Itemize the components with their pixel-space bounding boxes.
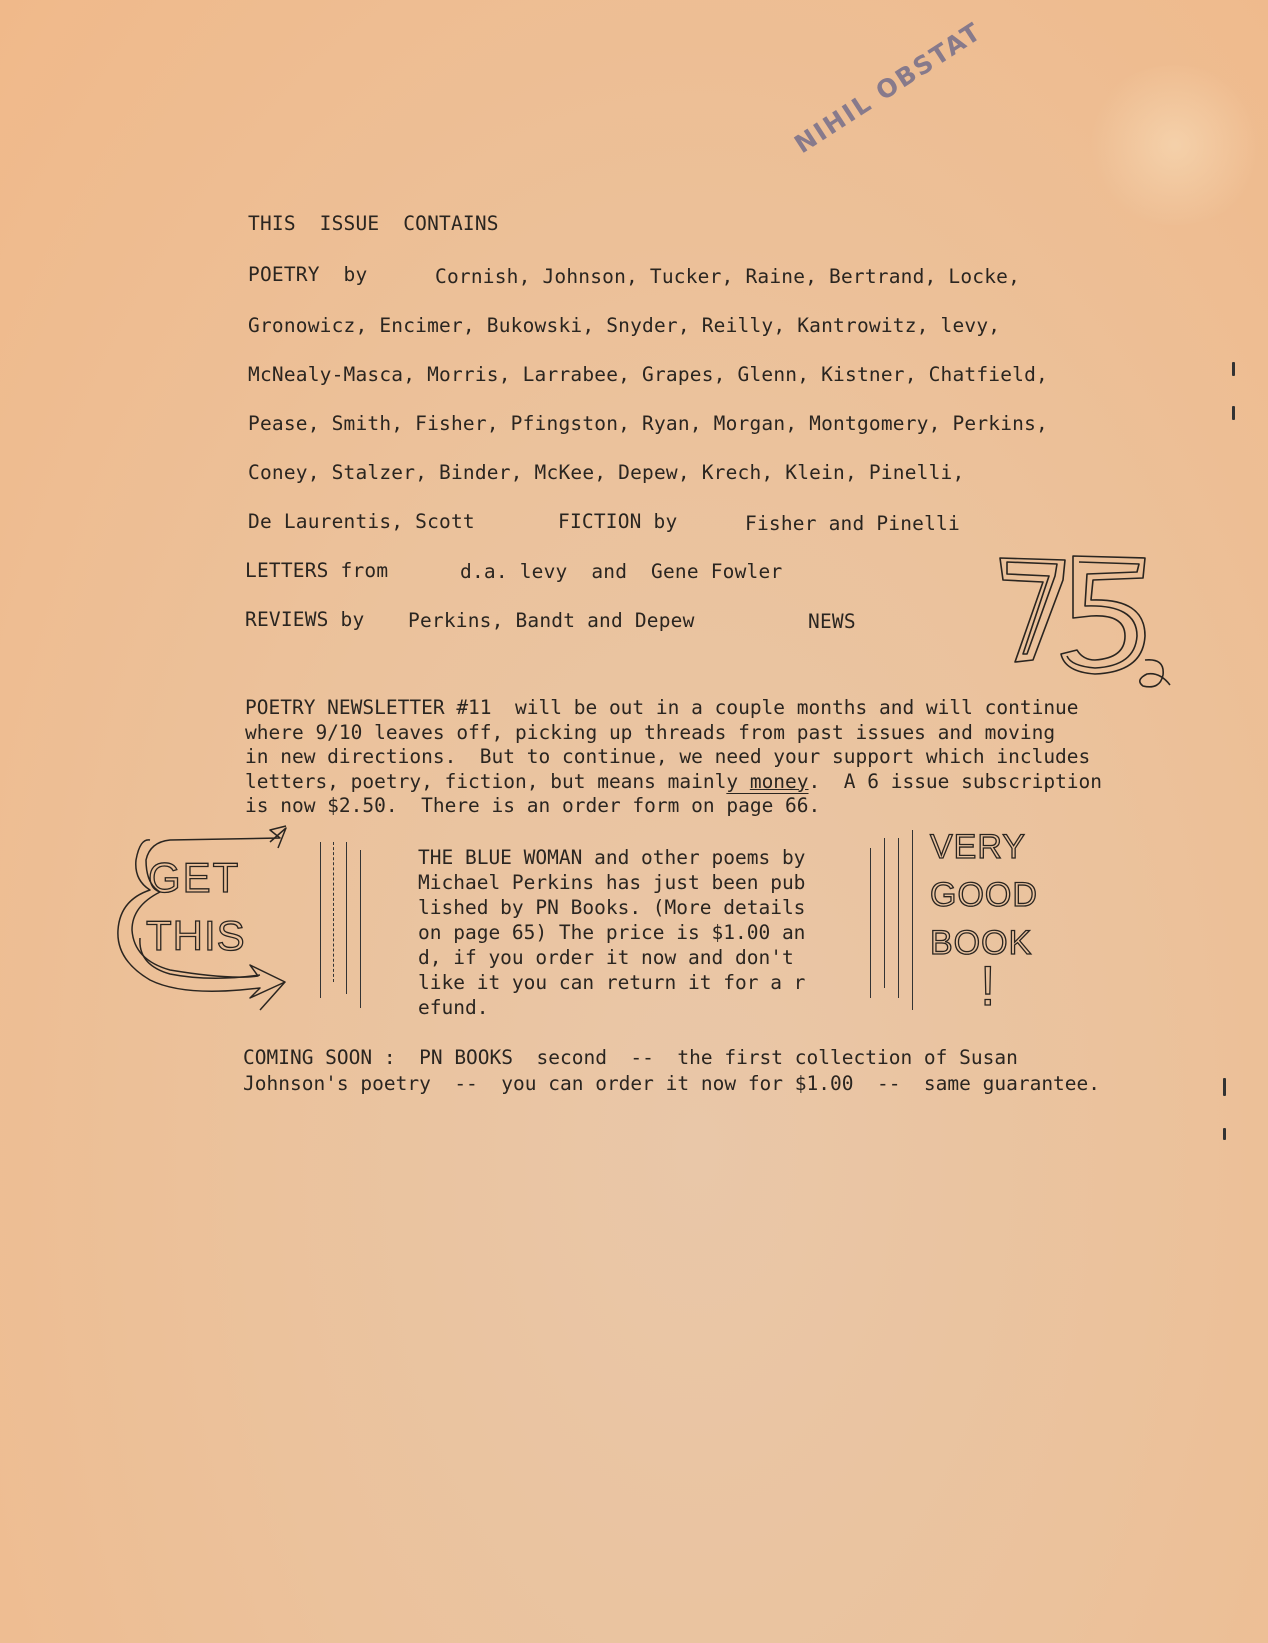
edge-mark	[1223, 1078, 1226, 1096]
get-this-arrow-drawing	[110, 820, 310, 1020]
right-bracket-rule-4	[912, 830, 913, 1010]
very-good-book-drawing	[920, 820, 1080, 1020]
newsletter-line-1: POETRY NEWSLETTER #11 will be out in a couple months and will continue	[245, 696, 1079, 719]
newsletter-line-3: in new directions. But to continue, we need your support which includes	[245, 745, 1091, 768]
poetry-line-6: De Laurentis, Scott	[248, 510, 475, 533]
fiction-authors: Fisher and Pinelli	[745, 512, 960, 535]
reviews-authors: Perkins, Bandt and Depew	[408, 609, 695, 632]
poetry-label: POETRY by	[248, 263, 368, 286]
blue-woman-line-4: on page 65) The price is $1.00 an	[418, 921, 806, 944]
this-text: THIS	[146, 912, 246, 959]
edge-mark	[1232, 362, 1235, 376]
blue-woman-line-1: THE BLUE WOMAN and other poems by	[418, 846, 806, 869]
get-text: GET	[148, 854, 241, 901]
coming-soon-line-1: COMING SOON : PN BOOKS second -- the first collection of Susan	[243, 1046, 1018, 1069]
poetry-line-1: Cornish, Johnson, Tucker, Raine, Bertrand, Locke,	[435, 265, 1021, 288]
left-bracket-rule-3	[346, 842, 347, 994]
blue-woman-line-2: Michael Perkins has just been pub	[418, 871, 806, 894]
price-badge-text: 75¢	[1145, 680, 1147, 681]
nihil-obstat-stamp: NIHIL OBSTAT	[789, 16, 987, 159]
book-text: BOOK	[930, 924, 1033, 962]
reviews-label: REVIEWS by	[245, 608, 365, 631]
price-badge-drawing	[995, 550, 1185, 700]
blue-woman-line-5: d, if you order it now and don't	[418, 946, 794, 969]
edge-mark	[1232, 406, 1235, 420]
right-bracket-rule-3	[898, 838, 899, 998]
left-bracket-rule-1	[320, 842, 321, 998]
letters-label: LETTERS from	[245, 559, 389, 582]
very-text: VERY	[930, 828, 1026, 866]
newsletter-paragraph	[245, 696, 1102, 819]
blue-woman-paragraph	[418, 845, 805, 1020]
order-form-page: page 66	[726, 794, 809, 817]
edge-mark	[1223, 1128, 1226, 1140]
newsletter-line-5a: is now $2.50. There is an order form on	[245, 794, 727, 817]
stain	[1085, 65, 1265, 225]
coming-soon-paragraph	[243, 1045, 1100, 1097]
contents-heading: THIS ISSUE CONTAINS	[248, 212, 499, 235]
poetry-line-3: McNealy-Masca, Morris, Larrabee, Grapes, Glenn, Kistner, Chatfield,	[248, 363, 1048, 386]
right-bracket-rule-1	[870, 848, 871, 998]
poetry-line-2: Gronowicz, Encimer, Bukowski, Snyder, Reilly, Kantrowitz, levy,	[248, 314, 1001, 337]
letters-authors: d.a. levy and Gene Fowler	[460, 560, 783, 583]
left-bracket-rule-2	[333, 842, 334, 982]
poetry-line-5: Coney, Stalzer, Binder, McKee, Depew, Krech, Klein, Pinelli,	[248, 461, 965, 484]
left-bracket-rule-4	[360, 850, 361, 1008]
good-text: GOOD	[930, 876, 1038, 914]
exclamation-text: !	[980, 954, 996, 1017]
money-underlined: money	[749, 769, 809, 793]
blue-woman-line-6: like it you can return it for a r	[418, 971, 806, 994]
news-label: NEWS	[808, 610, 856, 633]
poetry-line-4: Pease, Smith, Fisher, Pfingston, Ryan, Morgan, Montgomery, Perkins,	[248, 412, 1048, 435]
newsletter-line-5b: .	[808, 794, 821, 817]
coming-soon-line-2: Johnson's poetry -- you can order it now for $1.00 -- same guarantee.	[243, 1072, 1101, 1095]
newsletter-line-4a: letters, poetry, fiction, but means mainly	[245, 769, 750, 793]
blue-woman-line-3: lished by PN Books. (More details	[418, 896, 806, 919]
newsletter-line-4b: . A 6 issue subscription	[808, 769, 1103, 793]
right-bracket-rule-2	[884, 838, 885, 988]
blue-woman-line-7: efund.	[418, 996, 489, 1019]
newsletter-line-2: where 9/10 leaves off, picking up threads from past issues and moving	[245, 720, 1056, 744]
fiction-label: FICTION by	[558, 510, 678, 533]
